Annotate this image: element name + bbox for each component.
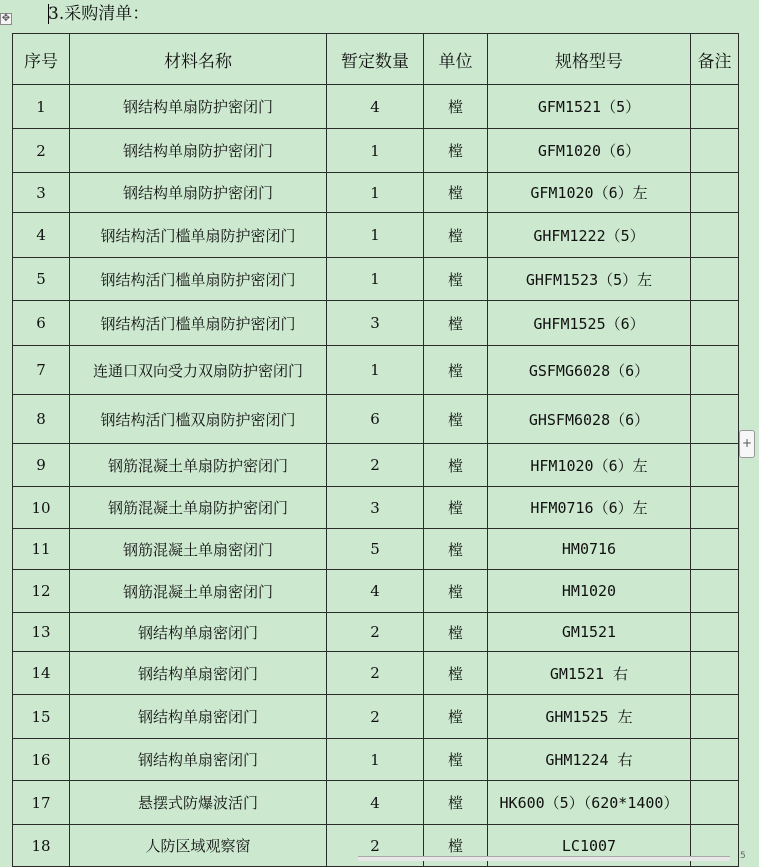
cell-spec: GFM1020（6）左	[488, 173, 691, 213]
cell-unit: 樘	[424, 825, 488, 867]
cell-unit: 樘	[424, 613, 488, 652]
cell-note	[691, 529, 739, 570]
cell-no: 13	[13, 613, 70, 652]
cell-no: 2	[13, 129, 70, 173]
header-note: 备注	[691, 34, 739, 85]
cell-no: 10	[13, 487, 70, 529]
cell-note	[691, 258, 739, 301]
cell-material-name: 钢结构单扇防护密闭门	[70, 85, 327, 129]
cell-quantity: 1	[327, 213, 424, 258]
cell-material-name: 钢结构单扇防护密闭门	[70, 129, 327, 173]
table-row	[13, 258, 739, 301]
cell-spec: GM1521	[488, 613, 691, 652]
cell-material-name: 钢结构活门槛单扇防护密闭门	[70, 258, 327, 301]
cell-material-name: 钢结构单扇防护密闭门	[70, 173, 327, 213]
cell-no: 11	[13, 529, 70, 570]
header-quantity: 暂定数量	[327, 34, 424, 85]
cell-unit: 樘	[424, 395, 488, 444]
cell-no: 15	[13, 695, 70, 739]
cell-spec: LC1007	[488, 825, 691, 867]
cell-no: 14	[13, 652, 70, 695]
cell-material-name: 钢筋混凝土单扇密闭门	[70, 570, 327, 613]
table-row	[13, 129, 739, 173]
cell-note	[691, 613, 739, 652]
cell-spec: GHFM1222（5）	[488, 213, 691, 258]
table-row	[13, 346, 739, 395]
cell-no: 3	[13, 173, 70, 213]
cell-note	[691, 487, 739, 529]
table-row	[13, 213, 739, 258]
cell-quantity: 1	[327, 129, 424, 173]
cell-quantity: 1	[327, 258, 424, 301]
cell-material-name: 悬摆式防爆波活门	[70, 781, 327, 825]
cell-quantity: 5	[327, 529, 424, 570]
cell-note	[691, 85, 739, 129]
cell-unit: 樘	[424, 652, 488, 695]
cell-quantity: 2	[327, 613, 424, 652]
table-row	[13, 487, 739, 529]
cell-no: 16	[13, 739, 70, 781]
cell-no: 5	[13, 258, 70, 301]
cell-material-name: 钢筋混凝土单扇密闭门	[70, 529, 327, 570]
table-row	[13, 570, 739, 613]
cell-spec: GHFM1525（6）	[488, 301, 691, 346]
cell-note	[691, 213, 739, 258]
cell-spec: HM0716	[488, 529, 691, 570]
cell-unit: 樘	[424, 695, 488, 739]
cell-unit: 樘	[424, 301, 488, 346]
cell-material-name: 钢结构活门槛单扇防护密闭门	[70, 301, 327, 346]
cell-note	[691, 781, 739, 825]
cell-quantity: 2	[327, 695, 424, 739]
cell-no: 18	[13, 825, 70, 867]
table-row	[13, 739, 739, 781]
cell-quantity: 4	[327, 85, 424, 129]
table-row	[13, 695, 739, 739]
cell-material-name: 钢结构单扇密闭门	[70, 695, 327, 739]
cell-quantity: 2	[327, 825, 424, 867]
cell-no: 8	[13, 395, 70, 444]
cell-quantity: 4	[327, 781, 424, 825]
purchase-list-table	[12, 33, 739, 867]
cell-unit: 樘	[424, 129, 488, 173]
cell-quantity: 6	[327, 395, 424, 444]
cell-note	[691, 129, 739, 173]
cell-material-name: 钢结构活门槛单扇防护密闭门	[70, 213, 327, 258]
cell-no: 4	[13, 213, 70, 258]
cell-quantity: 2	[327, 444, 424, 487]
cell-material-name: 连通口双向受力双扇防护密闭门	[70, 346, 327, 395]
cell-spec: GFM1020（6）	[488, 129, 691, 173]
cell-unit: 樘	[424, 570, 488, 613]
cell-unit: 樘	[424, 85, 488, 129]
table-row	[13, 781, 739, 825]
cell-unit: 樘	[424, 781, 488, 825]
cell-spec: HFM0716（6）左	[488, 487, 691, 529]
header-material-name: 材料名称	[70, 34, 327, 85]
cell-note	[691, 444, 739, 487]
cell-spec: GFM1521（5）	[488, 85, 691, 129]
cell-unit: 樘	[424, 173, 488, 213]
cell-spec: GM1521 右	[488, 652, 691, 695]
cell-spec: HM1020	[488, 570, 691, 613]
cell-no: 7	[13, 346, 70, 395]
cell-note	[691, 652, 739, 695]
cell-quantity: 2	[327, 652, 424, 695]
cell-quantity: 1	[327, 173, 424, 213]
cell-note	[691, 395, 739, 444]
table-row	[13, 301, 739, 346]
add-row-button[interactable]: +	[739, 430, 755, 458]
cell-material-name: 钢筋混凝土单扇防护密闭门	[70, 487, 327, 529]
cell-quantity: 1	[327, 739, 424, 781]
cell-unit: 樘	[424, 213, 488, 258]
cell-spec: GSFMG6028（6）	[488, 346, 691, 395]
cell-material-name: 钢筋混凝土单扇防护密闭门	[70, 444, 327, 487]
cell-quantity: 1	[327, 346, 424, 395]
table-header-row	[13, 34, 739, 85]
table-row	[13, 613, 739, 652]
cell-no: 12	[13, 570, 70, 613]
section-heading: 3.采购清单：	[48, 4, 150, 24]
cell-note	[691, 301, 739, 346]
cell-quantity: 3	[327, 301, 424, 346]
cell-no: 9	[13, 444, 70, 487]
cell-note	[691, 695, 739, 739]
cell-quantity: 3	[327, 487, 424, 529]
cell-note	[691, 739, 739, 781]
cell-no: 6	[13, 301, 70, 346]
table-row	[13, 395, 739, 444]
cell-unit: 樘	[424, 529, 488, 570]
horizontal-scrollbar[interactable]	[358, 856, 730, 861]
cell-material-name: 人防区域观察窗	[70, 825, 327, 867]
cell-unit: 樘	[424, 346, 488, 395]
cell-spec: GHM1525 左	[488, 695, 691, 739]
cell-spec: GHM1224 右	[488, 739, 691, 781]
cell-material-name: 钢结构单扇密闭门	[70, 613, 327, 652]
table-row	[13, 529, 739, 570]
cell-spec: HK600（5）（620*1400）	[488, 781, 691, 825]
cell-no: 17	[13, 781, 70, 825]
cell-note	[691, 346, 739, 395]
header-spec: 规格型号	[488, 34, 691, 85]
cell-no: 1	[13, 85, 70, 129]
page-marker: 5	[740, 851, 746, 861]
cell-note	[691, 173, 739, 213]
header-unit: 单位	[424, 34, 488, 85]
table-move-handle[interactable]: ✥	[1, 13, 11, 24]
header-no: 序号	[13, 34, 70, 85]
cell-spec: GHFM1523（5）左	[488, 258, 691, 301]
cell-quantity: 4	[327, 570, 424, 613]
cell-material-name: 钢结构单扇密闭门	[70, 652, 327, 695]
table-row	[13, 652, 739, 695]
cell-material-name: 钢结构活门槛双扇防护密闭门	[70, 395, 327, 444]
cell-note	[691, 570, 739, 613]
cell-unit: 樘	[424, 444, 488, 487]
table-row	[13, 173, 739, 213]
table-row	[13, 85, 739, 129]
cell-spec: GHSFM6028（6）	[488, 395, 691, 444]
cell-unit: 樘	[424, 739, 488, 781]
cell-unit: 樘	[424, 258, 488, 301]
cell-spec: HFM1020（6）左	[488, 444, 691, 487]
cell-material-name: 钢结构单扇密闭门	[70, 739, 327, 781]
table-row	[13, 444, 739, 487]
cell-unit: 樘	[424, 487, 488, 529]
